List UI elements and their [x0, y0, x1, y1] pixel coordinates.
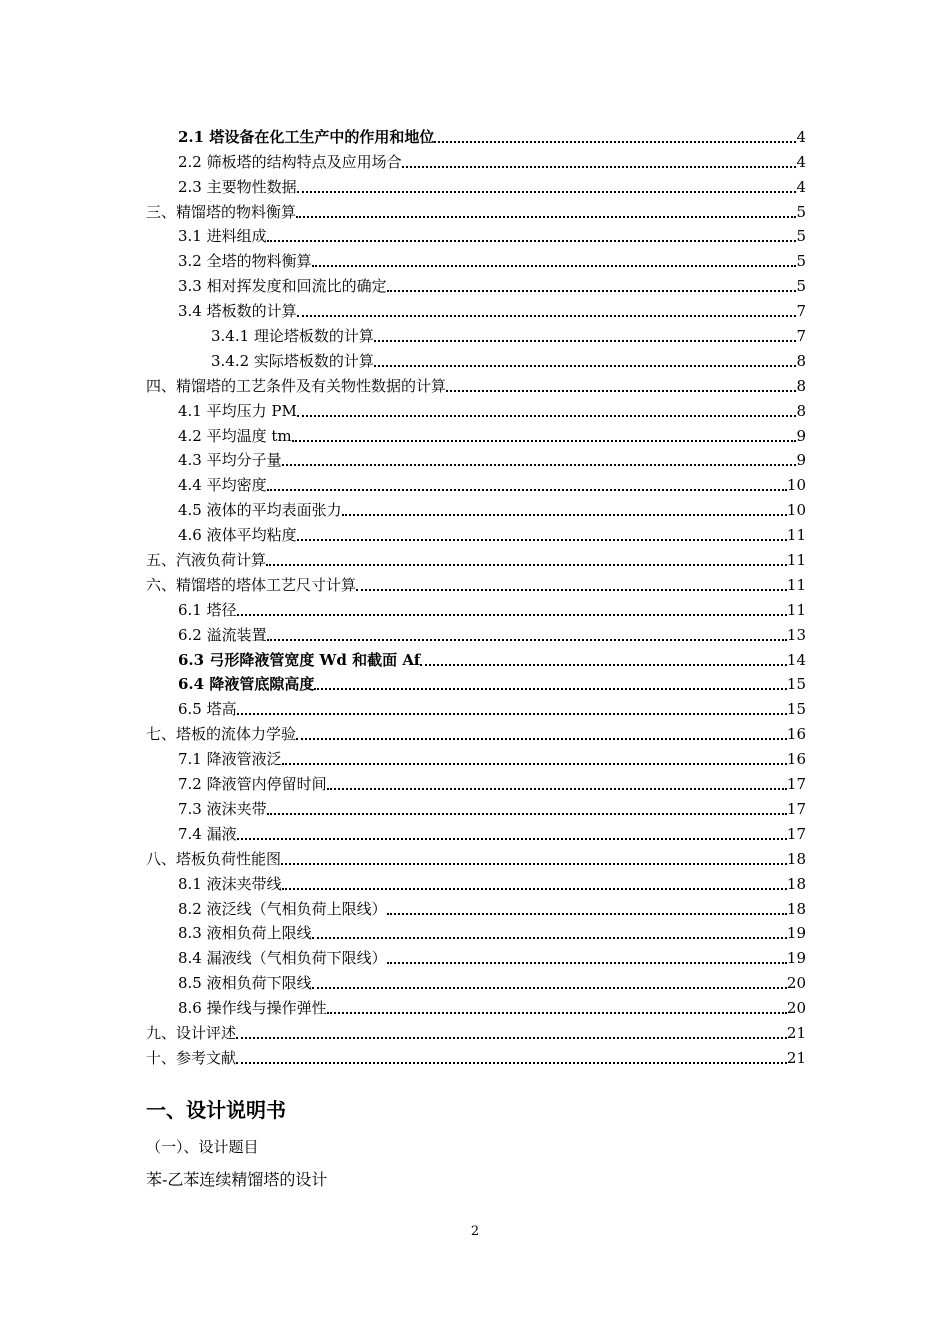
toc-entry-title: 2.1 塔设备在化工生产中的作用和地位: [178, 127, 435, 146]
toc-dot-leader: [282, 753, 787, 765]
toc-dot-leader: [402, 156, 797, 168]
toc-dot-leader: [374, 355, 797, 367]
toc-dot-leader: [327, 1002, 787, 1014]
toc-entry-title: 7.2 降液管内停留时间: [178, 775, 327, 794]
toc-entry-page: 19: [786, 924, 806, 943]
toc-entry[interactable]: [146, 345, 806, 370]
toc-dot-leader: [446, 380, 796, 392]
toc-entry-page: 18: [786, 874, 806, 893]
toc-entry[interactable]: [146, 644, 806, 669]
toc-entry-page: 19: [786, 949, 806, 968]
toc-entry[interactable]: [146, 619, 806, 644]
toc-entry-page: 15: [786, 700, 806, 719]
design-title-text: 苯-乙苯连续精馏塔的设计: [146, 1170, 328, 1189]
toc-entry-title: 3.4.2 实际塔板数的计算: [211, 351, 374, 370]
toc-dot-leader: [297, 529, 787, 541]
toc-dot-leader: [267, 230, 797, 242]
toc-entry-title: 2.2 筛板塔的结构特点及应用场合: [178, 152, 402, 171]
toc-entry-title: 4.4 平均密度: [178, 476, 267, 495]
toc-entry-title: 8.5 液相负荷下限线: [178, 974, 312, 993]
toc-entry-page: 5: [796, 227, 806, 246]
toc-entry[interactable]: [146, 370, 806, 395]
toc-entry[interactable]: [146, 1017, 806, 1042]
toc-entry[interactable]: [146, 469, 806, 494]
toc-dot-leader: [296, 728, 787, 740]
toc-dot-leader: [296, 206, 796, 218]
toc-entry-page: 21: [786, 1023, 806, 1042]
toc-entry[interactable]: [146, 420, 806, 445]
toc-entry-title: 4.2 平均温度 tm: [178, 426, 292, 445]
toc-dot-leader: [282, 878, 787, 890]
toc-entry-title: 4.3 平均分子量: [178, 451, 282, 470]
toc-entry-title: 4.5 液体的平均表面张力: [178, 501, 342, 520]
toc-entry[interactable]: [146, 295, 806, 320]
toc-dot-leader: [292, 430, 797, 442]
toc-entry-page: 5: [796, 277, 806, 296]
toc-entry[interactable]: [146, 1042, 806, 1067]
toc-entry-title: 七、塔板的流体力学验: [146, 725, 297, 744]
section-heading: 一、设计说明书: [146, 1098, 286, 1122]
toc-dot-leader: [312, 927, 787, 939]
toc-entry-page: 4: [796, 127, 806, 146]
toc-entry-title: 八、塔板负荷性能图: [146, 849, 282, 868]
toc-entry-page: 7: [796, 302, 806, 321]
toc-dot-leader: [236, 1027, 787, 1039]
toc-entry-page: 18: [786, 849, 806, 868]
toc-entry[interactable]: [146, 221, 806, 246]
toc-entry[interactable]: [146, 768, 806, 793]
toc-entry[interactable]: [146, 594, 806, 619]
toc-entry-title: 8.1 液沫夹带线: [178, 874, 282, 893]
toc-entry[interactable]: [146, 395, 806, 420]
toc-entry-page: 21: [786, 1048, 806, 1067]
toc-entry-page: 8: [796, 401, 806, 420]
section-subheading: （一）、设计题目: [146, 1138, 259, 1156]
toc-entry[interactable]: [146, 320, 806, 345]
toc-entry[interactable]: [146, 519, 806, 544]
toc-entry-title: 7.3 液沫夹带: [178, 799, 267, 818]
toc-entry[interactable]: [146, 843, 806, 868]
toc-entry-page: 14: [786, 650, 806, 669]
toc-entry-page: 17: [786, 799, 806, 818]
toc-entry-title: 3.4.1 理论塔板数的计算: [211, 327, 374, 346]
toc-dot-leader: [267, 479, 787, 491]
toc-dot-leader: [281, 853, 787, 865]
toc-dot-leader: [266, 554, 787, 566]
toc-entry-page: 16: [786, 725, 806, 744]
toc-entry-page: 11: [786, 526, 806, 545]
toc-dot-leader: [237, 703, 787, 715]
toc-entry-title: 8.3 液相负荷上限线: [178, 924, 312, 943]
toc-entry-title: 8.2 液泛线（气相负荷上限线）: [178, 899, 387, 918]
toc-entry-page: 9: [796, 426, 806, 445]
toc-entry[interactable]: [146, 942, 806, 967]
toc-entry-title: 6.4 降液管底隙高度: [178, 675, 315, 694]
toc-entry-page: 10: [786, 501, 806, 520]
toc-entry-title: 六、精馏塔的塔体工艺尺寸计算: [146, 575, 357, 594]
toc-entry[interactable]: [146, 992, 806, 1017]
toc-dot-leader: [434, 131, 796, 143]
toc-entry-title: 4.1 平均压力 PM: [178, 401, 297, 420]
toc-entry-title: 8.4 漏液线（气相负荷下限线）: [178, 949, 387, 968]
toc-entry[interactable]: [146, 918, 806, 943]
toc-entry[interactable]: [146, 693, 806, 718]
toc-entry-title: 4.6 液体平均粘度: [178, 526, 297, 545]
toc-entry[interactable]: [146, 544, 806, 569]
toc-entry-page: 4: [796, 177, 806, 196]
toc-entry[interactable]: [146, 743, 806, 768]
toc-entry-page: 10: [786, 476, 806, 495]
toc-entry[interactable]: [146, 569, 806, 594]
toc-entry[interactable]: [146, 718, 806, 743]
toc-entry-page: 13: [786, 625, 806, 644]
toc-entry[interactable]: [146, 818, 806, 843]
toc-entry[interactable]: [146, 494, 806, 519]
toc-entry-page: 8: [796, 376, 806, 395]
toc-entry-page: 11: [786, 551, 806, 570]
toc-dot-leader: [267, 803, 787, 815]
toc-entry-page: 5: [796, 202, 806, 221]
toc-dot-leader: [312, 255, 797, 267]
toc-dot-leader: [327, 778, 787, 790]
toc-entry-title: 6.5 塔高: [178, 700, 237, 719]
toc-entry-page: 7: [796, 327, 806, 346]
toc-entry[interactable]: [146, 669, 806, 694]
toc-dot-leader: [342, 504, 787, 516]
toc-dot-leader: [374, 330, 797, 342]
toc-entry[interactable]: [146, 868, 806, 893]
toc-entry-title: 九、设计评述: [146, 1023, 237, 1042]
toc-dot-leader: [312, 977, 787, 989]
toc-entry-page: 11: [786, 600, 806, 619]
toc-entry-title: 8.6 操作线与操作弹性: [178, 999, 327, 1018]
toc-entry-page: 9: [796, 451, 806, 470]
toc-entry-title: 四、精馏塔的工艺条件及有关物性数据的计算: [146, 376, 447, 395]
toc-entry-page: 4: [796, 152, 806, 171]
toc-entry-title: 7.4 漏液: [178, 824, 237, 843]
toc-entry-page: 18: [786, 899, 806, 918]
toc-entry-page: 5: [796, 252, 806, 271]
toc-dot-leader: [237, 828, 787, 840]
toc-entry-title: 6.3 弓形降液管宽度 Wd 和截面 Af: [178, 650, 421, 669]
toc-dot-leader: [267, 629, 787, 641]
toc-entry-page: 8: [796, 351, 806, 370]
toc-entry-title: 3.1 进料组成: [178, 227, 267, 246]
toc-entry-page: 11: [786, 575, 806, 594]
toc-entry-title: 7.1 降液管液泛: [178, 750, 282, 769]
toc-entry-title: 三、精馏塔的物料衡算: [146, 202, 297, 221]
toc-dot-leader: [420, 654, 787, 666]
toc-entry[interactable]: [146, 967, 806, 992]
toc-dot-leader: [297, 305, 797, 317]
toc-entry-page: 20: [786, 974, 806, 993]
table-of-contents: [146, 121, 806, 1067]
toc-entry-title: 十、参考文献: [146, 1048, 237, 1067]
toc-dot-leader: [236, 1052, 787, 1064]
toc-entry[interactable]: [146, 146, 806, 171]
toc-dot-leader: [237, 604, 787, 616]
toc-entry-page: 16: [786, 750, 806, 769]
toc-entry-page: 17: [786, 824, 806, 843]
toc-dot-leader: [314, 678, 787, 690]
toc-dot-leader: [297, 181, 797, 193]
toc-entry[interactable]: [146, 245, 806, 270]
toc-entry-page: 17: [786, 775, 806, 794]
toc-dot-leader: [387, 280, 797, 292]
toc-dot-leader: [356, 579, 787, 591]
toc-entry-title: 3.4 塔板数的计算: [178, 302, 297, 321]
toc-entry[interactable]: [146, 121, 806, 146]
toc-entry[interactable]: [146, 196, 806, 221]
toc-entry[interactable]: [146, 445, 806, 470]
toc-entry[interactable]: [146, 171, 806, 196]
toc-entry[interactable]: [146, 893, 806, 918]
toc-entry[interactable]: [146, 793, 806, 818]
toc-entry-page: 15: [786, 675, 806, 694]
toc-dot-leader: [297, 405, 797, 417]
toc-entry-title: 6.1 塔径: [178, 600, 237, 619]
toc-entry-page: 20: [786, 999, 806, 1018]
page-number: 2: [470, 1224, 480, 1239]
toc-entry-title: 3.3 相对挥发度和回流比的确定: [178, 277, 387, 296]
toc-entry[interactable]: [146, 270, 806, 295]
toc-entry-title: 2.3 主要物性数据: [178, 177, 297, 196]
toc-entry-title: 6.2 溢流装置: [178, 625, 267, 644]
toc-dot-leader: [387, 952, 787, 964]
toc-dot-leader: [282, 454, 797, 466]
toc-entry-title: 3.2 全塔的物料衡算: [178, 252, 312, 271]
toc-entry-title: 五、汽液负荷计算: [146, 551, 267, 570]
toc-dot-leader: [387, 903, 787, 915]
